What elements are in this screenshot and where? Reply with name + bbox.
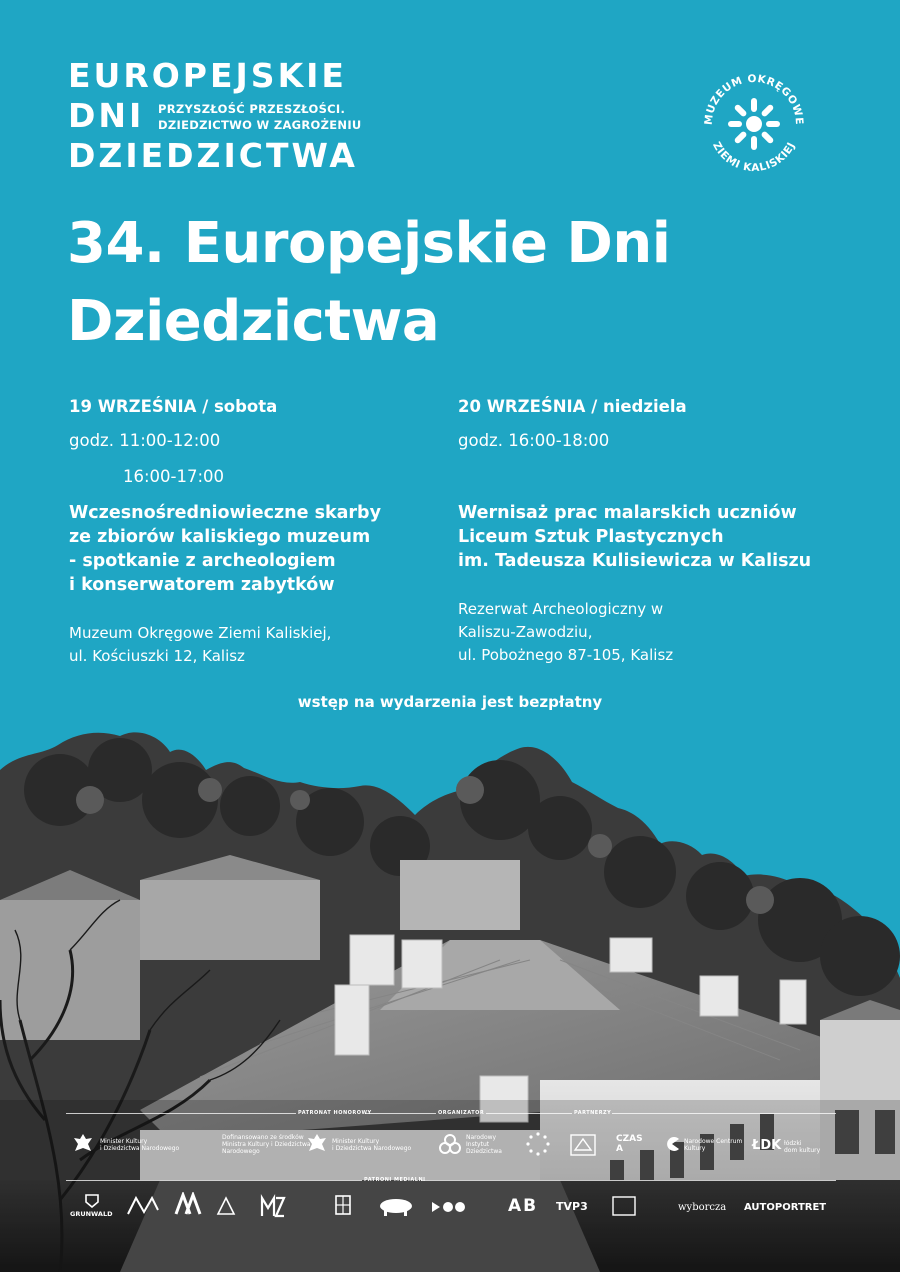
museum-logo-arc-top: MUZEUM OKRĘGOWE bbox=[702, 72, 806, 126]
divider bbox=[612, 1113, 836, 1114]
event-date: 19 WRZEŚNIA / sobota bbox=[69, 397, 278, 416]
festival-tagline-2: DZIEDZICTWO W ZAGROŻENIU bbox=[158, 118, 362, 132]
mzm-logo-icon bbox=[260, 1194, 286, 1218]
event-place: Muzeum Okręgowe Ziemi Kaliskiej, ul. Kościuszki 12, Kalisz bbox=[69, 624, 332, 665]
divider bbox=[366, 1113, 436, 1114]
patron-label: PATRONAT HONOROWY bbox=[298, 1110, 372, 1116]
event-time: godz. 11:00-12:00 bbox=[69, 431, 221, 450]
page-title: 34. Europejskie Dni Dziedzictwa bbox=[67, 211, 671, 354]
partners-label: PARTNERZY bbox=[574, 1110, 612, 1116]
event-description: Wernisaż prac malarskich uczniów Liceum Sztuk Plastycznych im. Tadeusza Kulisiewicza w Kaliszu bbox=[458, 503, 812, 571]
partner-ldk-logo: ŁDK bbox=[752, 1138, 782, 1153]
festival-tagline-1: PRZYSZŁOŚĆ PRZESZŁOŚCI. bbox=[158, 102, 346, 116]
media-label: PATRONI MEDIALNI bbox=[364, 1177, 426, 1183]
zigzag-logo-icon bbox=[126, 1194, 160, 1216]
festival-logo-line-2: DNI bbox=[68, 96, 145, 135]
organizer-1-text: Minister Kultury i Dziedzictwa Narodowego bbox=[332, 1138, 412, 1152]
media-tvp-logo: TVP3 bbox=[556, 1200, 588, 1213]
book-logo-icon bbox=[612, 1196, 636, 1216]
partner-2-text: Narodowe Centrum Kultury bbox=[684, 1138, 743, 1152]
organizer-label: ORGANIZATOR bbox=[438, 1110, 485, 1116]
pacman-logo-icon bbox=[664, 1136, 680, 1152]
free-entry-note: wstęp na wydarzenia jest bezpłatny bbox=[297, 693, 603, 711]
festival-logo-line-1: EUROPEJSKIE bbox=[68, 56, 347, 95]
crest-logo-icon bbox=[334, 1194, 352, 1216]
event-description: Wczesnośredniowieczne skarby ze zbiorów kaliskiego muzeum - spotkanie z archeologiem i konserwatorem zabytków bbox=[69, 503, 381, 595]
patron-1-text: Minister Kultury i Dziedzictwa Narodowego bbox=[100, 1138, 180, 1152]
event-place: Rezerwat Archeologiczny w Kaliszu-Zawodziu, ul. Pobożnego 87-105, Kalisz bbox=[458, 600, 674, 664]
eagle-emblem-icon bbox=[306, 1132, 328, 1156]
media-grunwald-text: GRUNWALD bbox=[70, 1210, 113, 1218]
divider bbox=[486, 1113, 572, 1114]
bison-logo-icon bbox=[376, 1196, 416, 1216]
event-time: godz. 16:00-18:00 bbox=[458, 431, 610, 450]
event-time-2: 16:00-17:00 bbox=[123, 467, 225, 486]
nid-knot-icon bbox=[438, 1132, 462, 1156]
sponsor-strip bbox=[66, 1100, 836, 1240]
double-a-logo-icon bbox=[174, 1192, 202, 1216]
partner-czas-text: CZAS A bbox=[616, 1134, 643, 1154]
triangle-logo-icon bbox=[216, 1196, 236, 1216]
star-ring-icon bbox=[524, 1130, 552, 1158]
divider bbox=[422, 1180, 836, 1181]
divider bbox=[66, 1180, 362, 1181]
dots-logo-icon bbox=[430, 1200, 470, 1214]
partner-ldk-text: łódzki dom kultury bbox=[784, 1140, 821, 1154]
media-autoportret-logo: AUTOPORTRET bbox=[744, 1202, 827, 1213]
patron-2-text: Dofinansowano ze środków Ministra Kultury i Dziedzictwa Narodowego bbox=[222, 1134, 311, 1155]
eagle-emblem-icon bbox=[72, 1132, 94, 1156]
event-date: 20 WRZEŚNIA / niedziela bbox=[458, 397, 687, 416]
grunwald-shield-icon bbox=[84, 1194, 100, 1208]
festival-logo-line-3: DZIEDZICTWA bbox=[68, 136, 358, 175]
divider bbox=[66, 1113, 296, 1114]
museum-logo-arc-bottom: ZIEMI KALISKIEJ bbox=[710, 140, 798, 175]
media-wyborcza-logo: wyborcza bbox=[678, 1202, 727, 1213]
media-ab-logo: AB bbox=[508, 1196, 539, 1216]
ornament-icon bbox=[570, 1134, 596, 1156]
organizer-2-text: Narodowy Instytut Dziedzictwa bbox=[466, 1134, 502, 1155]
